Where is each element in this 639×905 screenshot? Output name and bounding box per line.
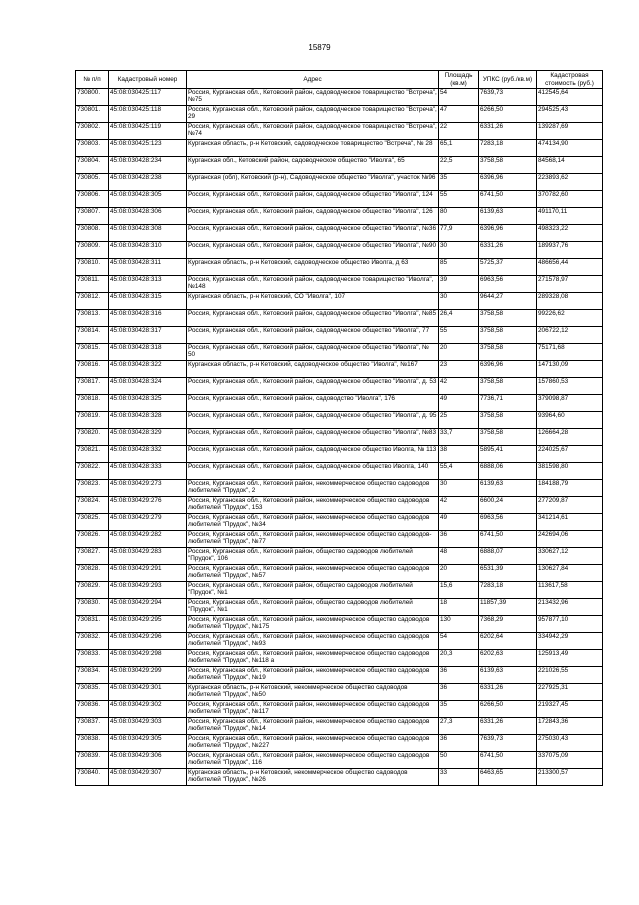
upks-cell: 3758,58 <box>479 412 537 429</box>
row-number-cell: 730802. <box>76 123 109 140</box>
table-row <box>76 327 603 344</box>
cadastral-value-cell: 113617,58 <box>537 582 603 599</box>
cadastral-number-cell: 45:08:030429:294 <box>109 599 187 616</box>
address-cell: Россия, Курганская обл., Кетовский район, садоводческое товарищество "Встреча", №74 <box>187 123 439 140</box>
area-cell: 42 <box>439 497 479 514</box>
cadastral-value-cell: 486656,44 <box>537 259 603 276</box>
cadastral-number-cell: 45:08:030428:317 <box>109 327 187 344</box>
page-number: 15879 <box>308 43 331 52</box>
area-cell: 18 <box>439 599 479 616</box>
area-cell: 80 <box>439 208 479 225</box>
cadastral-number-cell: 45:08:030428:332 <box>109 446 187 463</box>
area-cell: 30 <box>439 242 479 259</box>
upks-cell: 6396,96 <box>479 174 537 191</box>
table-row <box>76 684 603 701</box>
area-cell: 49 <box>439 395 479 412</box>
upks-cell: 7736,71 <box>479 395 537 412</box>
area-cell: 36 <box>439 531 479 548</box>
cadastral-value-cell: 213432,96 <box>537 599 603 616</box>
table-row <box>76 650 603 667</box>
address-cell: Россия, Курганская обл., Кетовский район, садоводческое общество "Иволга", 126 <box>187 208 439 225</box>
address-cell: Россия, Курганская обл., Кетовский район, некоммерческое общество садоводов любителей "Прудок", №93 <box>187 633 439 650</box>
cadastral-number-cell: 45:08:030428:308 <box>109 225 187 242</box>
area-cell: 77,9 <box>439 225 479 242</box>
area-cell: 55 <box>439 327 479 344</box>
upks-cell: 6139,63 <box>479 480 537 497</box>
table-row <box>76 531 603 548</box>
row-number-cell: 730828. <box>76 565 109 582</box>
cadastral-number-cell: 45:08:030428:311 <box>109 259 187 276</box>
area-cell: 23 <box>439 361 479 378</box>
upks-cell: 9644,27 <box>479 293 537 310</box>
row-number-cell: 730822. <box>76 463 109 480</box>
table-row <box>76 429 603 446</box>
address-cell: Россия, Курганская обл., Кетовский район, некоммерческое общество садоводов-любителей "Прудок", №77 <box>187 531 439 548</box>
header-area: Площадь (кв.м) <box>439 71 479 89</box>
area-cell: 55,4 <box>439 463 479 480</box>
cadastral-number-cell: 45:08:030428:329 <box>109 429 187 446</box>
header-number: № п/п <box>76 71 109 89</box>
area-cell: 39 <box>439 276 479 293</box>
address-cell: Россия, Курганская обл., Кетовский район, садоводческое общество Иволга, 140 <box>187 463 439 480</box>
cadastral-number-cell: 45:08:030428:328 <box>109 412 187 429</box>
row-number-cell: 730840. <box>76 769 109 786</box>
cadastral-number-cell: 45:08:030429:298 <box>109 650 187 667</box>
cadastral-number-cell: 45:08:030429:307 <box>109 769 187 786</box>
row-number-cell: 730815. <box>76 344 109 361</box>
upks-cell: 6331,26 <box>479 242 537 259</box>
cadastral-value-cell: 125913,49 <box>537 650 603 667</box>
row-number-cell: 730811. <box>76 276 109 293</box>
upks-cell: 6139,63 <box>479 667 537 684</box>
table-row <box>76 769 603 786</box>
row-number-cell: 730800. <box>76 89 109 106</box>
cadastral-number-cell: 45:08:030428:322 <box>109 361 187 378</box>
cadastral-number-cell: 45:08:030428:306 <box>109 208 187 225</box>
row-number-cell: 730812. <box>76 293 109 310</box>
row-number-cell: 730818. <box>76 395 109 412</box>
address-cell: Россия, Курганская обл., Кетовский район, садоводство "Иволга", 176 <box>187 395 439 412</box>
cadastral-number-cell: 45:08:030429:283 <box>109 548 187 565</box>
area-cell: 22,5 <box>439 157 479 174</box>
row-number-cell: 730830. <box>76 599 109 616</box>
cadastral-value-cell: 289328,08 <box>537 293 603 310</box>
address-cell: Россия, Курганская обл., Кетовский район, садоводческое общество "Иволга", №85 <box>187 310 439 327</box>
cadastral-number-cell: 45:08:030429:291 <box>109 565 187 582</box>
row-number-cell: 730819. <box>76 412 109 429</box>
area-cell: 38 <box>439 446 479 463</box>
table-row <box>76 242 603 259</box>
area-cell: 130 <box>439 616 479 633</box>
cadastral-value-cell: 227925,31 <box>537 684 603 701</box>
cadastral-number-cell: 45:08:030428:234 <box>109 157 187 174</box>
area-cell: 36 <box>439 667 479 684</box>
upks-cell: 6266,50 <box>479 106 537 123</box>
cadastral-value-cell: 412545,64 <box>537 89 603 106</box>
cadastral-value-cell: 219327,45 <box>537 701 603 718</box>
table-row <box>76 140 603 157</box>
area-cell: 36 <box>439 735 479 752</box>
upks-cell: 7368,29 <box>479 616 537 633</box>
address-cell: Россия, Курганская обл., Кетовский район, садоводческое товарищество "Иволга", №148 <box>187 276 439 293</box>
cadastral-value-cell: 379098,87 <box>537 395 603 412</box>
cadastral-value-cell: 337075,09 <box>537 752 603 769</box>
table-row <box>76 259 603 276</box>
header-cadastral-value: Кадастровая стоимость (руб.) <box>537 71 603 89</box>
upks-cell: 6396,96 <box>479 361 537 378</box>
table-row <box>76 752 603 769</box>
row-number-cell: 730825. <box>76 514 109 531</box>
address-cell: Курганская область, р-н Кетовский, садоводческое товарищество "Встреча", № 28 <box>187 140 439 157</box>
upks-cell: 6463,65 <box>479 769 537 786</box>
cadastral-value-cell: 172843,36 <box>537 718 603 735</box>
address-cell: Россия, Курганская обл., Кетовский район, некоммерческое общество садоводов любителей "Прудок", №175 <box>187 616 439 633</box>
table-row <box>76 412 603 429</box>
cadastral-number-cell: 45:08:030429:303 <box>109 718 187 735</box>
table-row <box>76 446 603 463</box>
upks-cell: 3758,58 <box>479 429 537 446</box>
table-row <box>76 667 603 684</box>
cadastral-number-cell: 45:08:030425:123 <box>109 140 187 157</box>
row-number-cell: 730835. <box>76 684 109 701</box>
cadastral-value-cell: 223893,62 <box>537 174 603 191</box>
table-row <box>76 514 603 531</box>
address-cell: Курганская область, р-н Кетовский, некоммерческое общество садоводов любителей "Прудок", №50 <box>187 684 439 701</box>
address-cell: Россия, Курганская обл., Кетовский район, некоммерческое общество садоводов любителей "Прудок", №14 <box>187 718 439 735</box>
row-number-cell: 730836. <box>76 701 109 718</box>
address-cell: Россия, Курганская обл., Кетовский район, садоводческое общество "Иволга", №36 <box>187 225 439 242</box>
cadastral-value-cell: 330627,12 <box>537 548 603 565</box>
row-number-cell: 730823. <box>76 480 109 497</box>
table-header-row <box>76 71 603 89</box>
table-row <box>76 191 603 208</box>
row-number-cell: 730809. <box>76 242 109 259</box>
row-number-cell: 730834. <box>76 667 109 684</box>
upks-cell: 6331,26 <box>479 684 537 701</box>
address-cell: Россия, Курганская обл., Кетовский район, общество садоводов любителей "Прудок", 106 <box>187 548 439 565</box>
upks-cell: 6741,50 <box>479 191 537 208</box>
upks-cell: 6331,26 <box>479 718 537 735</box>
row-number-cell: 730839. <box>76 752 109 769</box>
cadastral-value-cell: 294525,43 <box>537 106 603 123</box>
row-number-cell: 730838. <box>76 735 109 752</box>
cadastral-number-cell: 45:08:030425:119 <box>109 123 187 140</box>
address-cell: Россия, Курганская обл., Кетовский район, некоммерческое общество садоводов любителей "Прудок", №227 <box>187 735 439 752</box>
area-cell: 65,1 <box>439 140 479 157</box>
row-number-cell: 730806. <box>76 191 109 208</box>
upks-cell: 3758,58 <box>479 344 537 361</box>
cadastral-number-cell: 45:08:030429:299 <box>109 667 187 684</box>
cadastral-value-cell: 75171,68 <box>537 344 603 361</box>
upks-cell: 6888,07 <box>479 548 537 565</box>
cadastral-value-cell: 491170,11 <box>537 208 603 225</box>
cadastral-value-cell: 370782,60 <box>537 191 603 208</box>
area-cell: 36 <box>439 684 479 701</box>
cadastral-number-cell: 45:08:030429:306 <box>109 752 187 769</box>
upks-cell: 6266,50 <box>479 701 537 718</box>
table-row <box>76 395 603 412</box>
cadastral-number-cell: 45:08:030429:282 <box>109 531 187 548</box>
upks-cell: 6202,63 <box>479 650 537 667</box>
row-number-cell: 730831. <box>76 616 109 633</box>
table-row <box>76 157 603 174</box>
cadastral-number-cell: 45:08:030429:296 <box>109 633 187 650</box>
address-cell: Россия, Курганская обл., Кетовский район, некоммерческое общество садоводов любителей "Прудок", 2 <box>187 480 439 497</box>
area-cell: 35 <box>439 174 479 191</box>
cadastral-number-cell: 45:08:030428:325 <box>109 395 187 412</box>
header-address: Адрес <box>187 71 439 89</box>
area-cell: 15,6 <box>439 582 479 599</box>
row-number-cell: 730827. <box>76 548 109 565</box>
row-number-cell: 730813. <box>76 310 109 327</box>
cadastral-value-cell: 224025,67 <box>537 446 603 463</box>
area-cell: 20 <box>439 565 479 582</box>
row-number-cell: 730805. <box>76 174 109 191</box>
upks-cell: 6741,50 <box>479 531 537 548</box>
table-row <box>76 378 603 395</box>
row-number-cell: 730808. <box>76 225 109 242</box>
row-number-cell: 730832. <box>76 633 109 650</box>
cadastral-value-cell: 242694,06 <box>537 531 603 548</box>
row-number-cell: 730829. <box>76 582 109 599</box>
area-cell: 35 <box>439 701 479 718</box>
address-cell: Россия, Курганская обл., Кетовский район, садоводческое общество "Иволга", 124 <box>187 191 439 208</box>
address-cell: Россия, Курганская обл., Кетовский район, садоводческое общество Иволга, № 113 <box>187 446 439 463</box>
table-row <box>76 310 603 327</box>
row-number-cell: 730810. <box>76 259 109 276</box>
table-row <box>76 718 603 735</box>
cadastral-value-cell: 157860,53 <box>537 378 603 395</box>
cadastral-number-cell: 45:08:030428:310 <box>109 242 187 259</box>
address-cell: Курганская обл., Кетовский район, садоводческое общество "Иволга", 65 <box>187 157 439 174</box>
upks-cell: 3758,58 <box>479 378 537 395</box>
area-cell: 55 <box>439 191 479 208</box>
cadastral-number-cell: 45:08:030429:279 <box>109 514 187 531</box>
upks-cell: 7283,18 <box>479 140 537 157</box>
upks-cell: 6396,96 <box>479 225 537 242</box>
cadastral-number-cell: 45:08:030429:302 <box>109 701 187 718</box>
table-row <box>76 361 603 378</box>
area-cell: 33,7 <box>439 429 479 446</box>
row-number-cell: 730820. <box>76 429 109 446</box>
address-cell: Россия, Курганская обл., Кетовский район, некоммерческое общество садоводов любителей "Прудок", №19 <box>187 667 439 684</box>
table-row <box>76 123 603 140</box>
address-cell: Курганская область, р-н Кетовский, садоводческое общество "Иволга", №167 <box>187 361 439 378</box>
table-row <box>76 480 603 497</box>
cadastral-number-cell: 45:08:030428:305 <box>109 191 187 208</box>
table-row <box>76 106 603 123</box>
table-row <box>76 174 603 191</box>
row-number-cell: 730826. <box>76 531 109 548</box>
address-cell: Россия, Курганская обл., Кетовский район, некоммерческое общество садоводов любителей "Прудок", №57 <box>187 565 439 582</box>
cadastral-value-cell: 334942,29 <box>537 633 603 650</box>
cadastral-value-cell: 213300,57 <box>537 769 603 786</box>
address-cell: Россия, Курганская обл., Кетовский район, общество садоводов любителей "Прудок", №1 <box>187 582 439 599</box>
upks-cell: 7639,73 <box>479 89 537 106</box>
upks-cell: 6888,06 <box>479 463 537 480</box>
address-cell: Россия, Курганская обл., Кетовский район, некоммерческое общество садоводов любителей "Прудок", 116 <box>187 752 439 769</box>
table-row <box>76 89 603 106</box>
cadastral-value-cell: 277209,87 <box>537 497 603 514</box>
header-upks: УПКС (руб./кв.м) <box>479 71 537 89</box>
area-cell: 22 <box>439 123 479 140</box>
cadastral-value-cell: 206722,12 <box>537 327 603 344</box>
cadastral-number-cell: 45:08:030428:333 <box>109 463 187 480</box>
upks-cell: 6531,39 <box>479 565 537 582</box>
cadastral-number-cell: 45:08:030429:273 <box>109 480 187 497</box>
row-number-cell: 730824. <box>76 497 109 514</box>
address-cell: Курганская область, р-н Кетовский, СО "Иволга", 107 <box>187 293 439 310</box>
header-cadastral-number: Кадастровый номер <box>109 71 187 89</box>
upks-cell: 3758,58 <box>479 157 537 174</box>
cadastral-number-cell: 45:08:030428:238 <box>109 174 187 191</box>
address-cell: Россия, Курганская обл., Кетовский район, садоводческое общество "Иволга", д. 95 <box>187 412 439 429</box>
cadastral-value-cell: 474134,90 <box>537 140 603 157</box>
table-row <box>76 633 603 650</box>
cadastral-value-cell: 498323,22 <box>537 225 603 242</box>
address-cell: Россия, Курганская обл., Кетовский район, некоммерческое общество садоводов любителей "Прудок", №117 <box>187 701 439 718</box>
area-cell: 42 <box>439 378 479 395</box>
row-number-cell: 730801. <box>76 106 109 123</box>
cadastral-number-cell: 45:08:030429:295 <box>109 616 187 633</box>
address-cell: Россия, Курганская обл., Кетовский район, некоммерческое общество садоводов любителей "Прудок", №118 а <box>187 650 439 667</box>
upks-cell: 6202,64 <box>479 633 537 650</box>
address-cell: Россия, Курганская обл., Кетовский район, садоводческое товарищество "Встреча", 29 <box>187 106 439 123</box>
upks-cell: 6139,63 <box>479 208 537 225</box>
area-cell: 85 <box>439 259 479 276</box>
area-cell: 48 <box>439 548 479 565</box>
table-row <box>76 599 603 616</box>
upks-cell: 5895,41 <box>479 446 537 463</box>
cadastral-number-cell: 45:08:030425:117 <box>109 89 187 106</box>
upks-cell: 6741,50 <box>479 752 537 769</box>
area-cell: 27,3 <box>439 718 479 735</box>
cadastral-value-cell: 271578,97 <box>537 276 603 293</box>
area-cell: 54 <box>439 633 479 650</box>
row-number-cell: 730817. <box>76 378 109 395</box>
address-cell: Курганская область, р-н Кетовский, садоводческое общество Иволга, д 63 <box>187 259 439 276</box>
row-number-cell: 730803. <box>76 140 109 157</box>
area-cell: 30 <box>439 293 479 310</box>
upks-cell: 6331,26 <box>479 123 537 140</box>
upks-cell: 5725,37 <box>479 259 537 276</box>
area-cell: 20,3 <box>439 650 479 667</box>
cadastral-value-cell: 139287,69 <box>537 123 603 140</box>
area-cell: 26,4 <box>439 310 479 327</box>
table-row <box>76 701 603 718</box>
cadastral-value-cell: 84568,14 <box>537 157 603 174</box>
cadastral-number-cell: 45:08:030429:276 <box>109 497 187 514</box>
address-cell: Россия, Курганская обл., Кетовский район, общество садоводов любителей "Прудок", №1 <box>187 599 439 616</box>
area-cell: 50 <box>439 752 479 769</box>
table-row <box>76 582 603 599</box>
address-cell: Россия, Курганская обл., Кетовский район, садоводческое общество "Иволга", №83 <box>187 429 439 446</box>
cadastral-value-cell: 147130,09 <box>537 361 603 378</box>
cadastral-number-cell: 45:08:030429:305 <box>109 735 187 752</box>
area-cell: 49 <box>439 514 479 531</box>
address-cell: Россия, Курганская обл., Кетовский район, некоммерческое общество садоводов любителей "Прудок", 153 <box>187 497 439 514</box>
cadastral-value-cell: 126664,28 <box>537 429 603 446</box>
cadastral-value-cell: 99226,62 <box>537 310 603 327</box>
cadastral-value-cell: 275030,43 <box>537 735 603 752</box>
address-cell: Россия, Курганская обл., Кетовский район, садоводческое общество "Иволга", д. 53 <box>187 378 439 395</box>
upks-cell: 6963,56 <box>479 514 537 531</box>
upks-cell: 7639,73 <box>479 735 537 752</box>
table-row <box>76 276 603 293</box>
cadastral-number-cell: 45:08:030429:301 <box>109 684 187 701</box>
table-row <box>76 565 603 582</box>
address-cell: Россия, Курганская обл., Кетовский район, некоммерческое общество садоводов любителей "Прудок", №34 <box>187 514 439 531</box>
table-row <box>76 548 603 565</box>
upks-cell: 6963,56 <box>479 276 537 293</box>
cadastral-value-cell: 957877,10 <box>537 616 603 633</box>
upks-cell: 6600,24 <box>479 497 537 514</box>
address-cell: Россия, Курганская обл., Кетовский район, садоводческое общество "Иволга", 77 <box>187 327 439 344</box>
cadastral-number-cell: 45:08:030429:293 <box>109 582 187 599</box>
row-number-cell: 730804. <box>76 157 109 174</box>
upks-cell: 7283,18 <box>479 582 537 599</box>
table-body <box>76 89 603 786</box>
cadastral-number-cell: 45:08:030428:313 <box>109 276 187 293</box>
table-row <box>76 616 603 633</box>
area-cell: 54 <box>439 89 479 106</box>
row-number-cell: 730833. <box>76 650 109 667</box>
address-cell: Курганская (обл), Кетовский (р-н), Садоводческое общество "Иволга", участок №96 <box>187 174 439 191</box>
table-row <box>76 497 603 514</box>
upks-cell: 3758,58 <box>479 327 537 344</box>
cadastral-value-cell: 381598,80 <box>537 463 603 480</box>
cadastral-number-cell: 45:08:030428:324 <box>109 378 187 395</box>
cadastral-value-cell: 189937,76 <box>537 242 603 259</box>
cadastral-value-cell: 93964,60 <box>537 412 603 429</box>
cadastral-value-cell: 130627,84 <box>537 565 603 582</box>
cadastral-number-cell: 45:08:030428:316 <box>109 310 187 327</box>
cadastral-number-cell: 45:08:030428:318 <box>109 344 187 361</box>
area-cell: 47 <box>439 106 479 123</box>
cadastral-number-cell: 45:08:030428:315 <box>109 293 187 310</box>
row-number-cell: 730807. <box>76 208 109 225</box>
cadastral-value-cell: 184188,79 <box>537 480 603 497</box>
address-cell: Курганская область, р-н Кетовский, некоммерческое общество садоводов любителей "Прудок", №26 <box>187 769 439 786</box>
table-row <box>76 344 603 361</box>
table-row <box>76 463 603 480</box>
row-number-cell: 730837. <box>76 718 109 735</box>
area-cell: 33 <box>439 769 479 786</box>
table-row <box>76 208 603 225</box>
table-row <box>76 293 603 310</box>
area-cell: 20 <box>439 344 479 361</box>
cadastral-value-cell: 221026,55 <box>537 667 603 684</box>
address-cell: Россия, Курганская обл., Кетовский район, садоводческое товарищество "Встреча", №75 <box>187 89 439 106</box>
row-number-cell: 730816. <box>76 361 109 378</box>
table-row <box>76 225 603 242</box>
table-row <box>76 735 603 752</box>
cadastral-value-cell: 341214,61 <box>537 514 603 531</box>
row-number-cell: 730814. <box>76 327 109 344</box>
address-cell: Россия, Курганская обл., Кетовский район, садоводческое общество "Иволга", № 50 <box>187 344 439 361</box>
address-cell: Россия, Курганская обл., Кетовский район, садоводческое общество "Иволга", №90 <box>187 242 439 259</box>
area-cell: 30 <box>439 480 479 497</box>
upks-cell: 3758,58 <box>479 310 537 327</box>
area-cell: 25 <box>439 412 479 429</box>
row-number-cell: 730821. <box>76 446 109 463</box>
cadastral-number-cell: 45:08:030425:118 <box>109 106 187 123</box>
upks-cell: 11857,39 <box>479 599 537 616</box>
cadastral-table <box>75 70 603 786</box>
